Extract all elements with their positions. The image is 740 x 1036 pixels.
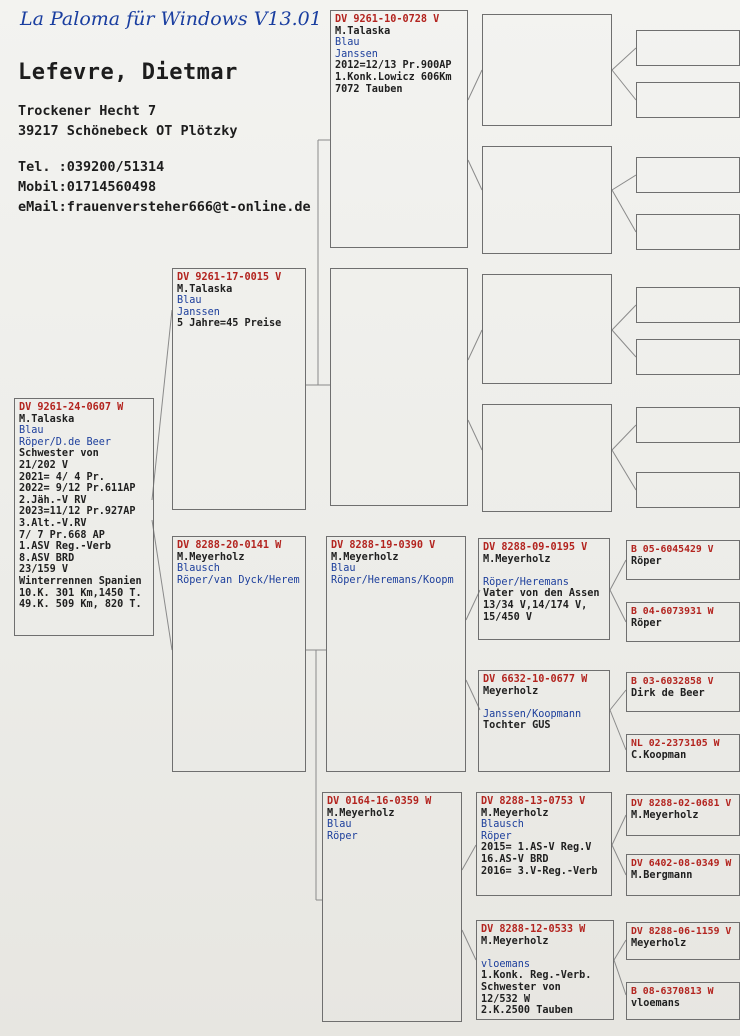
note: 1.ASV Reg.-Verb bbox=[19, 541, 112, 553]
breeder: M.Talaska bbox=[177, 283, 233, 295]
pigeon-card-sire bbox=[172, 268, 306, 510]
pigeon-card-dam-dam bbox=[322, 792, 462, 1022]
ring-number: DV 8288-13-0753 V bbox=[481, 796, 586, 807]
pigeon-card-dd-sire bbox=[476, 792, 612, 896]
color: Blau bbox=[19, 425, 44, 437]
ring-number: DV 8288-19-0390 V bbox=[331, 540, 436, 551]
owner-block bbox=[18, 60, 311, 217]
owner-name: Lefevre, Dietmar bbox=[18, 60, 238, 85]
pigeon-card-empty bbox=[482, 14, 612, 126]
ring-number: B 04-6073931 W bbox=[631, 606, 714, 617]
note: 2015= 1.AS-V Reg.V bbox=[481, 842, 592, 854]
ring-number: DV 0164-16-0359 W bbox=[327, 796, 432, 807]
pigeon-card-dd-dam bbox=[476, 920, 614, 1020]
pigeon-card-g2 bbox=[626, 602, 740, 642]
note: 7/ 7 Pr.668 AP bbox=[19, 529, 105, 541]
ring-number: DV 9261-10-0728 V bbox=[335, 14, 440, 25]
breeder: M.Meyerholz bbox=[483, 553, 551, 565]
pigeon-card-empty bbox=[636, 407, 740, 443]
note: 1.Konk. Reg.-Verb. bbox=[481, 970, 592, 982]
color: Blausch bbox=[481, 819, 524, 831]
note: 12/532 W bbox=[481, 993, 531, 1005]
note: 8.ASV BRD bbox=[19, 552, 75, 564]
pigeon-card-ds-dam bbox=[478, 670, 610, 772]
pigeon-card-empty bbox=[636, 287, 740, 323]
ring-number: B 03-6032858 V bbox=[631, 676, 714, 687]
breeder: M.Meyerholz bbox=[331, 551, 399, 563]
color: Blausch bbox=[177, 563, 220, 575]
ring-number: DV 6632-10-0677 W bbox=[483, 674, 588, 685]
ring-number: DV 8288-09-0195 V bbox=[483, 542, 588, 553]
breeder: Meyerholz bbox=[631, 937, 687, 949]
pigeon-card-main bbox=[14, 398, 154, 636]
pigeon-card-g8 bbox=[626, 982, 740, 1020]
pigeon-card-empty bbox=[482, 274, 612, 384]
pigeon-card-dam-sire bbox=[326, 536, 466, 772]
note: 23/159 V bbox=[19, 564, 69, 576]
breeder: M.Meyerholz bbox=[481, 807, 549, 819]
pigeon-card-g1 bbox=[626, 540, 740, 580]
note: 2022= 9/12 Pr.611AP bbox=[19, 483, 136, 495]
color: Blau bbox=[331, 563, 356, 575]
ring-number: B 05-6045429 V bbox=[631, 544, 714, 555]
breeder: Meyerholz bbox=[483, 685, 539, 697]
pigeon-card-empty bbox=[636, 214, 740, 250]
owner-email: eMail:frauenversteher666@t-online.de bbox=[18, 199, 311, 215]
note: 2023=11/12 Pr.927AP bbox=[19, 506, 136, 518]
pigeon-card-sire-sire bbox=[330, 10, 468, 248]
note: 21/202 V bbox=[19, 459, 69, 471]
note: Winterrennen Spanien bbox=[19, 575, 142, 587]
note: 1.Konk.Lowicz 606Km bbox=[335, 71, 452, 83]
color: Blau bbox=[335, 37, 360, 49]
note: 16.AS-V BRD bbox=[481, 853, 549, 865]
ring-number: DV 8288-06-1159 V bbox=[631, 926, 732, 937]
pigeon-card-g3 bbox=[626, 672, 740, 712]
ring-number: B 08-6370813 W bbox=[631, 986, 714, 997]
note: 15/450 V bbox=[483, 611, 533, 623]
breeder: Röper bbox=[631, 617, 662, 629]
ring-number: DV 9261-24-0607 W bbox=[19, 402, 124, 413]
breeder: C.Koopman bbox=[631, 749, 687, 761]
strain: Röper bbox=[481, 830, 512, 842]
note: 7072 Tauben bbox=[335, 83, 403, 95]
breeder: M.Meyerholz bbox=[631, 809, 699, 821]
strain: Röper/Heremans bbox=[483, 576, 569, 588]
ring-number: NL 02-2373105 W bbox=[631, 738, 720, 749]
breeder: M.Meyerholz bbox=[481, 935, 549, 947]
app-title: La Paloma für Windows V13.01 bbox=[20, 8, 322, 30]
owner-street: Trockener Hecht 7 bbox=[18, 103, 157, 119]
pigeon-card-empty bbox=[636, 157, 740, 193]
note: 13/34 V,14/174 V, bbox=[483, 599, 588, 611]
breeder: M.Talaska bbox=[19, 413, 75, 425]
breeder: M.Meyerholz bbox=[177, 551, 245, 563]
breeder: vloemans bbox=[631, 997, 681, 1009]
pigeon-card-sire-dam-empty bbox=[330, 268, 468, 506]
pigeon-card-g6 bbox=[626, 854, 740, 896]
pigeon-card-g7 bbox=[626, 922, 740, 960]
ring-number: DV 8288-12-0533 W bbox=[481, 924, 586, 935]
note: Schwester von bbox=[481, 981, 561, 993]
breeder: Röper bbox=[631, 555, 662, 567]
pigeon-card-empty bbox=[636, 472, 740, 508]
pigeon-card-empty bbox=[482, 404, 612, 512]
pigeon-card-empty bbox=[636, 30, 740, 66]
strain: Janssen bbox=[177, 306, 220, 318]
note: Schwester von bbox=[19, 448, 99, 460]
breeder: M.Bergmann bbox=[631, 869, 693, 881]
note: 2.Jäh.-V RV bbox=[19, 494, 87, 506]
pigeon-card-ds-sire bbox=[478, 538, 610, 640]
note: 49.K. 509 Km, 820 T. bbox=[19, 599, 142, 611]
owner-mobile: Mobil:01714560498 bbox=[18, 179, 157, 195]
breeder: M.Talaska bbox=[335, 25, 391, 37]
note: 2012=12/13 Pr.900AP bbox=[335, 60, 452, 72]
owner-phone: Tel. :039200/51314 bbox=[18, 159, 165, 175]
note: 2.K.2500 Tauben bbox=[481, 1005, 574, 1017]
note: 5 Jahre=45 Preise bbox=[177, 318, 282, 330]
note: 3.Alt.-V.RV bbox=[19, 517, 87, 529]
owner-city: 39217 Schönebeck OT Plötzky bbox=[18, 123, 238, 139]
pigeon-card-g5 bbox=[626, 794, 740, 836]
color: Blau bbox=[177, 295, 202, 307]
strain: Röper/D.de Beer bbox=[19, 436, 112, 448]
note: 2016= 3.V-Reg.-Verb bbox=[481, 865, 598, 877]
note: 2021= 4/ 4 Pr. bbox=[19, 471, 105, 483]
pigeon-card-dam bbox=[172, 536, 306, 772]
pigeon-card-empty bbox=[636, 82, 740, 118]
note: Vater von den Assen bbox=[483, 588, 600, 600]
pigeon-card-empty bbox=[636, 339, 740, 375]
ring-number: DV 8288-20-0141 W bbox=[177, 540, 282, 551]
strain: Janssen bbox=[335, 48, 378, 60]
color: Blau bbox=[327, 819, 352, 831]
ring-number: DV 6402-08-0349 W bbox=[631, 858, 732, 869]
strain: Röper/Heremans/Koopm bbox=[331, 574, 454, 586]
strain: vloemans bbox=[481, 958, 531, 970]
note: Tochter GUS bbox=[483, 720, 551, 732]
strain: Röper/van Dyck/Herem bbox=[177, 574, 300, 586]
strain: Röper bbox=[327, 830, 358, 842]
strain: Janssen/Koopmann bbox=[483, 708, 582, 720]
breeder: Dirk de Beer bbox=[631, 687, 705, 699]
note: 10.K. 301 Km,1450 T. bbox=[19, 587, 142, 599]
pigeon-card-empty bbox=[482, 146, 612, 254]
pigeon-card-g4 bbox=[626, 734, 740, 772]
breeder: M.Meyerholz bbox=[327, 807, 395, 819]
ring-number: DV 8288-02-0681 V bbox=[631, 798, 732, 809]
ring-number: DV 9261-17-0015 V bbox=[177, 272, 282, 283]
